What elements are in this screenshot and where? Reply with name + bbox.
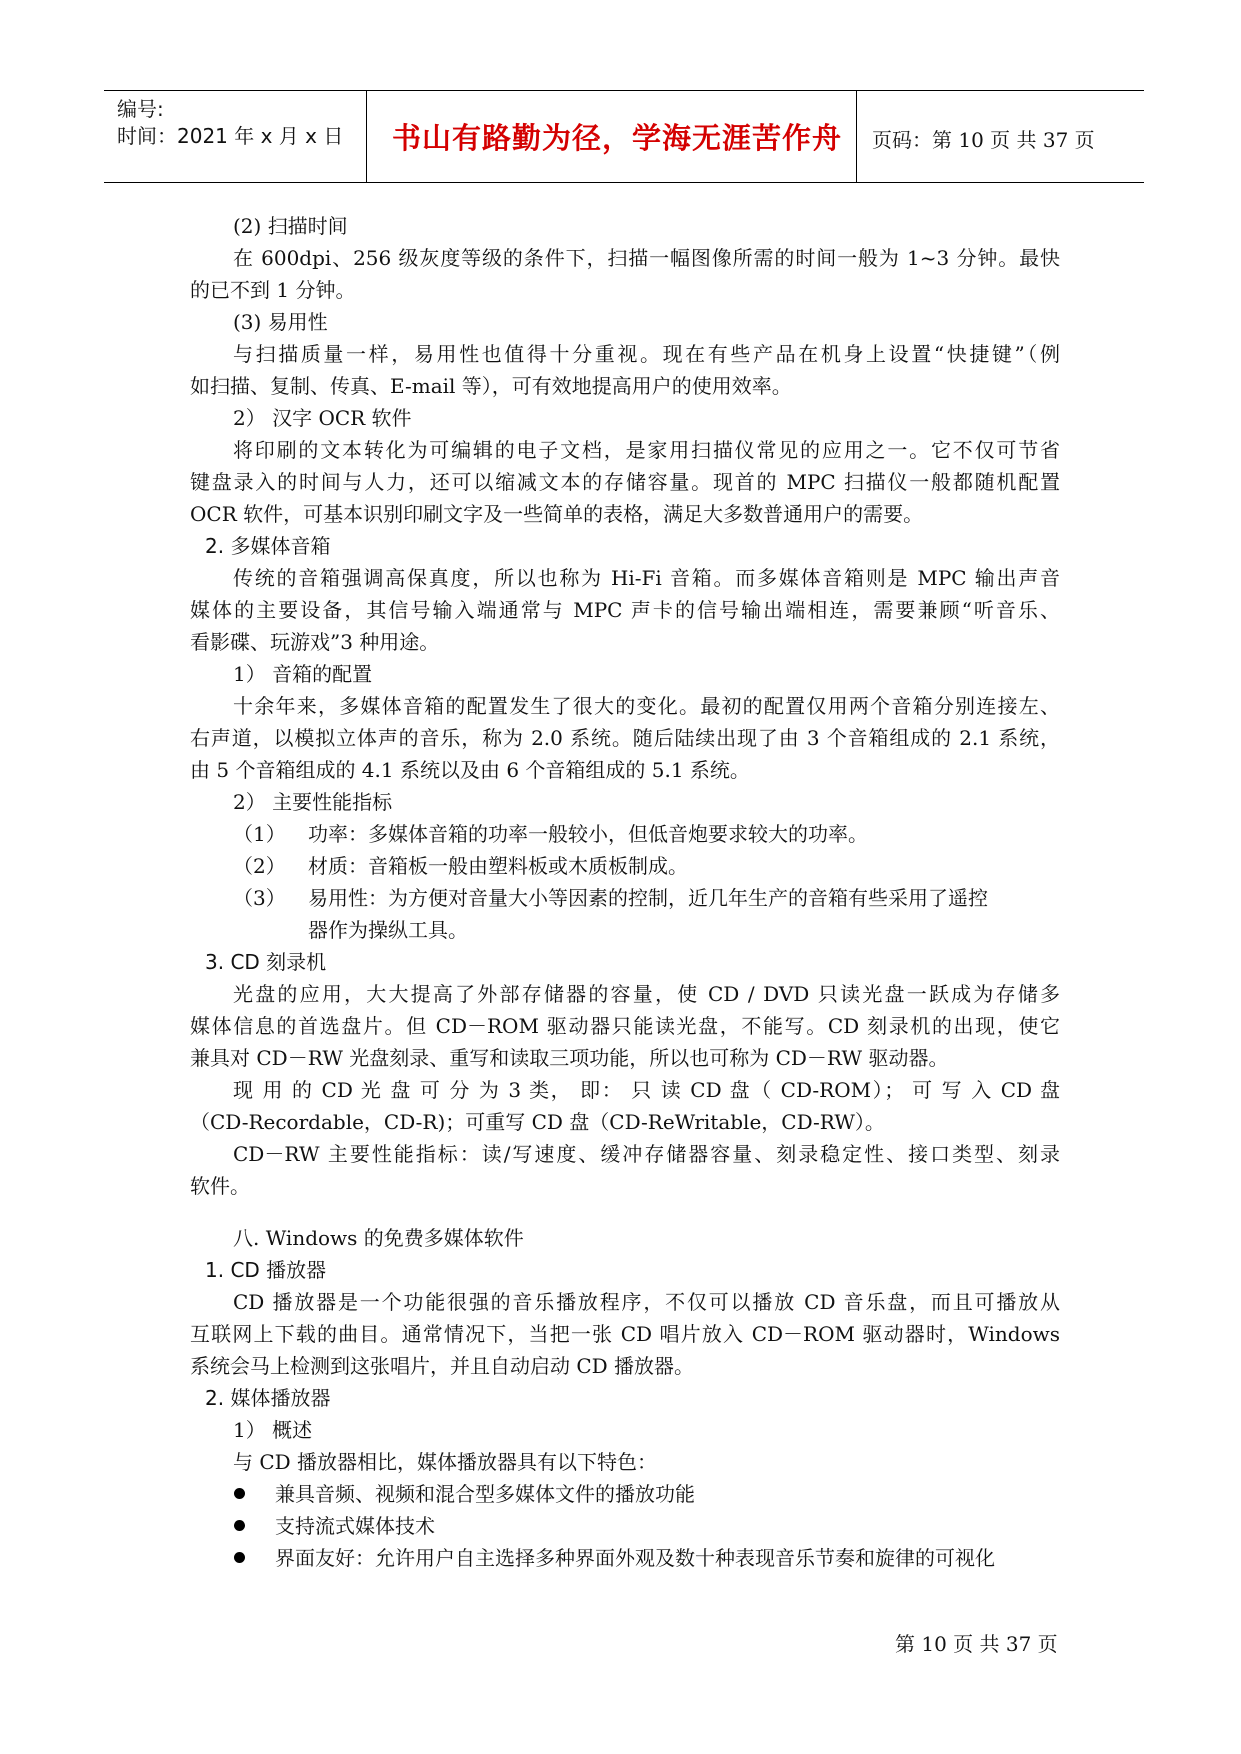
header-top-rule [104,90,1144,91]
paragraph-line: 将印刷的文本转化为可编辑的电子文档，是家用扫描仪常见的应用之一。它不仅可节省 [233,438,1060,462]
bullet-item [190,1510,1060,1542]
section-heading: 2. 媒体播放器 [205,1386,331,1410]
list-item-text: 器作为操纵工具。 [308,918,468,942]
paragraph-line: 看影碟、玩游戏”3 种用途。 [190,630,440,654]
bullet-text: 支持流式媒体技术 [275,1514,435,1538]
bullet-item [190,1542,1060,1574]
header-divider-2 [856,90,857,182]
spacer [190,1202,1060,1222]
bullet-icon [234,1488,245,1499]
bullet-text: 兼具音频、视频和混合型多媒体文件的播放功能 [275,1482,695,1506]
list-item [190,882,1060,914]
paragraph-line: 媒体信息的首选盘片。但 CD－ROM 驱动器只能读光盘，不能写。CD 刻录机的出现，使它 [190,1014,1060,1038]
list-item [190,850,1060,882]
list-item-text: 材质：音箱板一般由塑料板或木质板制成。 [308,854,688,878]
paragraph-line: 键盘录入的时间与人力，还可以缩减文本的存储容量。现首的 MPC 扫描仪一般都随机配置 [190,470,1060,494]
paragraph-line: 现 用 的 CD 光 盘 可 分 为 3 类， 即： 只 读 CD 盘（ CD-ROM）； 可 写 入 CD 盘 [233,1078,1060,1102]
paragraph-line: 系统会马上检测到这张唱片，并且自动启动 CD 播放器。 [190,1354,695,1378]
paragraph-line: 光盘的应用，大大提高了外部存储器的容量，使 CD / DVD 只读光盘一跃成为存储多 [233,982,1060,1006]
section-heading: 1. CD 播放器 [205,1258,327,1282]
bullet-text: 界面友好：允许用户自主选择多种界面外观及数十种表现音乐节奏和旋律的可视化 [275,1546,995,1570]
list-item-number: （3） [233,886,286,910]
paragraph-line: 媒体的主要设备，其信号输入端通常与 MPC 声卡的信号输出端相连，需要兼顾“听音乐、 [190,598,1060,622]
paragraph-line: CD－RW 主要性能指标：读/写速度、缓冲存储器容量、刻录稳定性、接口类型、刻录 [233,1142,1060,1166]
paragraph-line: 的已不到 1 分钟。 [190,278,356,302]
subheading: 2） 汉字 OCR 软件 [233,406,412,430]
paragraph-line: 在 600dpi、256 级灰度等级的条件下，扫描一幅图像所需的时间一般为 1~3 分钟。最快 [233,246,1060,270]
subheading: (3) 易用性 [233,310,328,334]
paragraph-line: 由 5 个音箱组成的 4.1 系统以及由 6 个音箱组成的 5.1 系统。 [190,758,750,782]
subheading: 1） 音箱的配置 [233,662,373,686]
paragraph-line: 软件。 [190,1174,250,1198]
paragraph-line: 互联网上下载的曲目。通常情况下，当把一张 CD 唱片放入 CD－ROM 驱动器时，Windows [190,1322,1060,1346]
list-item-number: （2） [233,854,286,878]
paragraph-line: 传统的音箱强调高保真度，所以也称为 Hi-Fi 音箱。而多媒体音箱则是 MPC 输出声音 [233,566,1060,590]
list-item-number: （1） [233,822,286,846]
header-motto: 书山有路勤为径，学海无涯苦作舟 [392,121,843,155]
page-footer: 第 10 页 共 37 页 [895,1632,1058,1656]
doc-number-label: 编号: [117,97,164,121]
list-item-text: 功率：多媒体音箱的功率一般较小，但低音炮要求较大的功率。 [308,822,868,846]
paragraph-line: 十余年来，多媒体音箱的配置发生了很大的变化。最初的配置仅用两个音箱分别连接左、 [233,694,1060,718]
paragraph-line: 如扫描、复制、传真、E-mail 等），可有效地提高用户的使用效率。 [190,374,792,398]
header-divider-1 [366,90,367,182]
subheading: (2) 扫描时间 [233,214,348,238]
section-heading: 2. 多媒体音箱 [205,534,331,558]
bullet-icon [234,1520,245,1531]
subheading: 2） 主要性能指标 [233,790,393,814]
chapter-heading: 八. Windows 的免费多媒体软件 [233,1226,524,1250]
bullet-icon [234,1552,245,1563]
document-body [190,210,1060,1574]
paragraph-line: OCR 软件，可基本识别印刷文字及一些简单的表格，满足大多数普通用户的需要。 [190,502,924,526]
doc-time-label: 时间：2021 年 x 月 x 日 [117,124,344,148]
header-page-info: 页码：第 10 页 共 37 页 [872,128,1095,152]
paragraph-line: 兼具对 CD－RW 光盘刻录、重写和读取三项功能，所以也可称为 CD－RW 驱动器。 [190,1046,949,1070]
bullet-item [190,1478,1060,1510]
paragraph-line: 右声道，以模拟立体声的音乐，称为 2.0 系统。随后陆续出现了由 3 个音箱组成的 2.1 系统， [190,726,1060,750]
list-item [190,818,1060,850]
header-bottom-rule [104,182,1144,183]
paragraph-line: 与 CD 播放器相比，媒体播放器具有以下特色： [233,1450,658,1474]
subheading: 1） 概述 [233,1418,313,1442]
paragraph-line: CD 播放器是一个功能很强的音乐播放程序，不仅可以播放 CD 音乐盘，而且可播放从 [233,1290,1060,1314]
paragraph-line: （CD-Recordable，CD-R)；可重写 CD 盘（CD-ReWritable，CD-RW）。 [190,1110,885,1134]
list-item-text: 易用性：为方便对音量大小等因素的控制，近几年生产的音箱有些采用了遥控 [308,886,988,910]
list-item-continuation [190,914,1060,946]
section-heading: 3. CD 刻录机 [205,950,327,974]
paragraph-line: 与扫描质量一样，易用性也值得十分重视。现在有些产品在机身上设置“快捷键”（例 [233,342,1060,366]
